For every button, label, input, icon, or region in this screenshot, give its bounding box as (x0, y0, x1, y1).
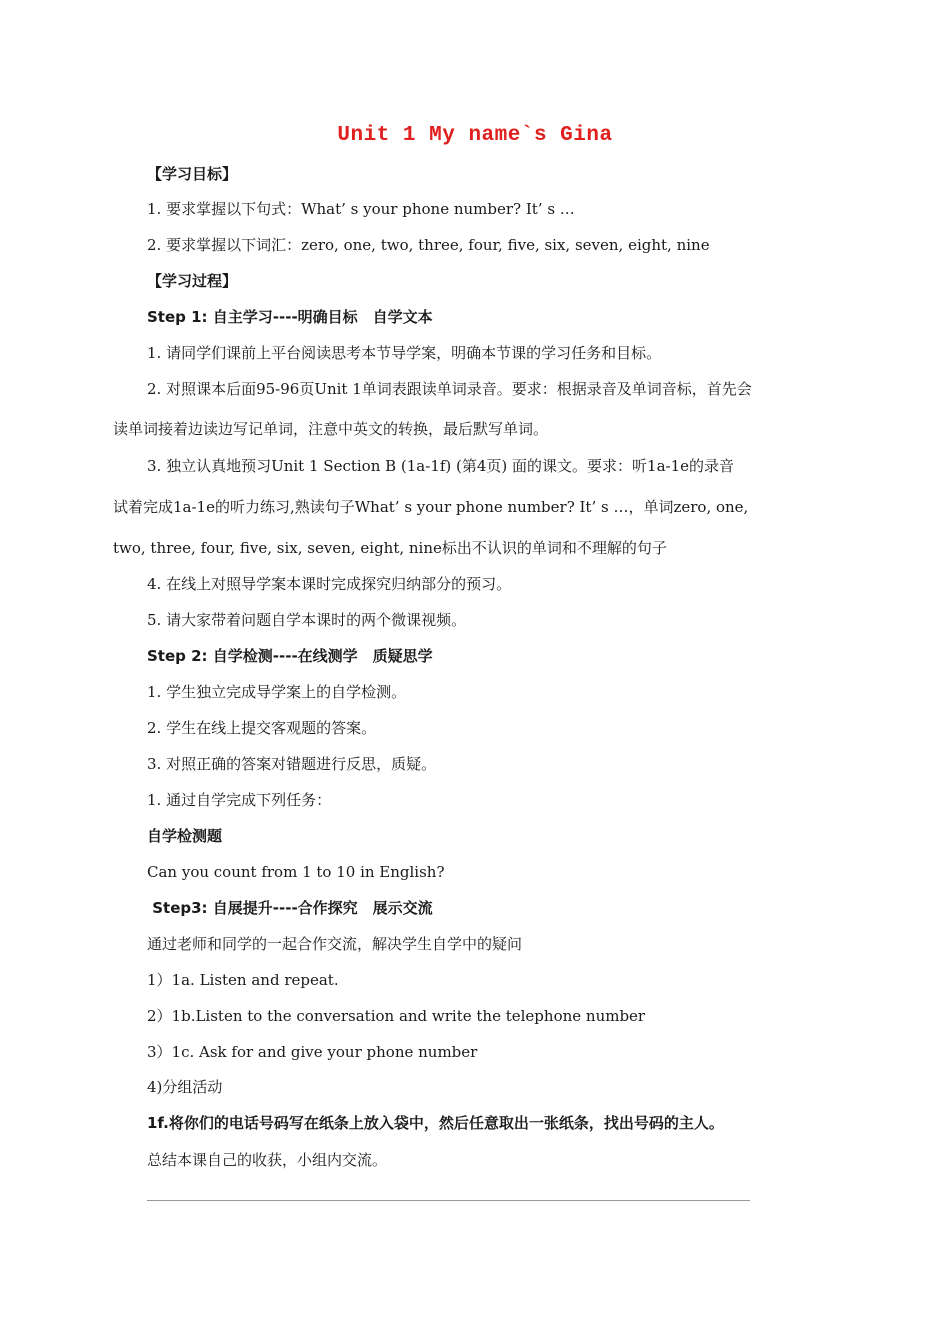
step2-item-2: 2. 学生在线上提交客观题的答案。 (147, 719, 377, 737)
step1-item-4: 4. 在线上对照导学案本课时完成探究归纳部分的预习。 (147, 575, 512, 593)
step1-item-2-line1: 2. 对照课本后面95-96页Unit 1单词表跟读单词录音。要求：根据录音及单词音标，首先会 (147, 380, 752, 398)
process-heading: 【学习过程】 (147, 272, 238, 290)
step1-item-1: 1. 请同学们课前上平台阅读思考本节导学案，明确本节课的学习任务和目标。 (147, 344, 662, 362)
step3-item-1: 1）1a. Listen and repeat. (147, 971, 339, 989)
step1-item-3-line1: 3. 独立认真地预习Unit 1 Section B (1a-1f) (第4页) 面的课文。要求：听1a-1e的录音 (147, 457, 735, 475)
page-title: Unit 1 My name`s Gina (337, 124, 613, 147)
step1-item-3-line2: 试着完成1a-1e的听力练习,熟读句子What’ s your phone number? It’ s …，单词zero, one, (113, 498, 749, 516)
step3-activity: 1f.将你们的电话号码写在纸条上放入袋中，然后任意取出一张纸条，找出号码的主人。 (147, 1114, 724, 1132)
step1-heading: Step 1: 自主学习----明确目标 自学文本 (147, 308, 433, 326)
step2-heading: Step 2: 自学检测----在线测学 质疑思学 (147, 647, 433, 665)
quiz-heading: 自学检测题 (147, 827, 223, 845)
step3-summary: 总结本课自己的收获，小组内交流。 (147, 1151, 388, 1169)
step1-item-3-line3: two, three, four, five, six, seven, eight, nine标出不认识的单词和不理解的句子 (113, 539, 667, 557)
step3-item-4: 4)分组活动 (147, 1078, 223, 1096)
step3-heading: Step3: 自展提升----合作探究 展示交流 (147, 899, 433, 917)
quiz-question: Can you count from 1 to 10 in English? (147, 863, 445, 881)
step1-item-2-line2: 读单词接着边读边写记单词，注意中英文的转换，最后默写单词。 (113, 420, 549, 438)
step3-item-3: 3）1c. Ask for and give your phone number (147, 1043, 478, 1061)
objective-item-1: 1. 要求掌握以下句式：What’ s your phone number? It’ s … (147, 200, 575, 218)
objectives-heading: 【学习目标】 (147, 165, 238, 183)
step2-item-3: 3. 对照正确的答案对错题进行反思，质疑。 (147, 755, 437, 773)
step2-item-1: 1. 学生独立完成导学案上的自学检测。 (147, 683, 407, 701)
step3-intro: 通过老师和同学的一起合作交流，解决学生自学中的疑问 (147, 935, 523, 953)
step3-item-2: 2）1b.Listen to the conversation and write the telephone number (147, 1007, 646, 1025)
objective-item-2: 2. 要求掌握以下词汇：zero, one, two, three, four, five, six, seven, eight, nine (147, 236, 710, 254)
step1-item-5: 5. 请大家带着问题自学本课时的两个微课视频。 (147, 611, 467, 629)
footer-divider (147, 1200, 750, 1201)
step2-item-4: 1. 通过自学完成下列任务： (147, 791, 332, 809)
